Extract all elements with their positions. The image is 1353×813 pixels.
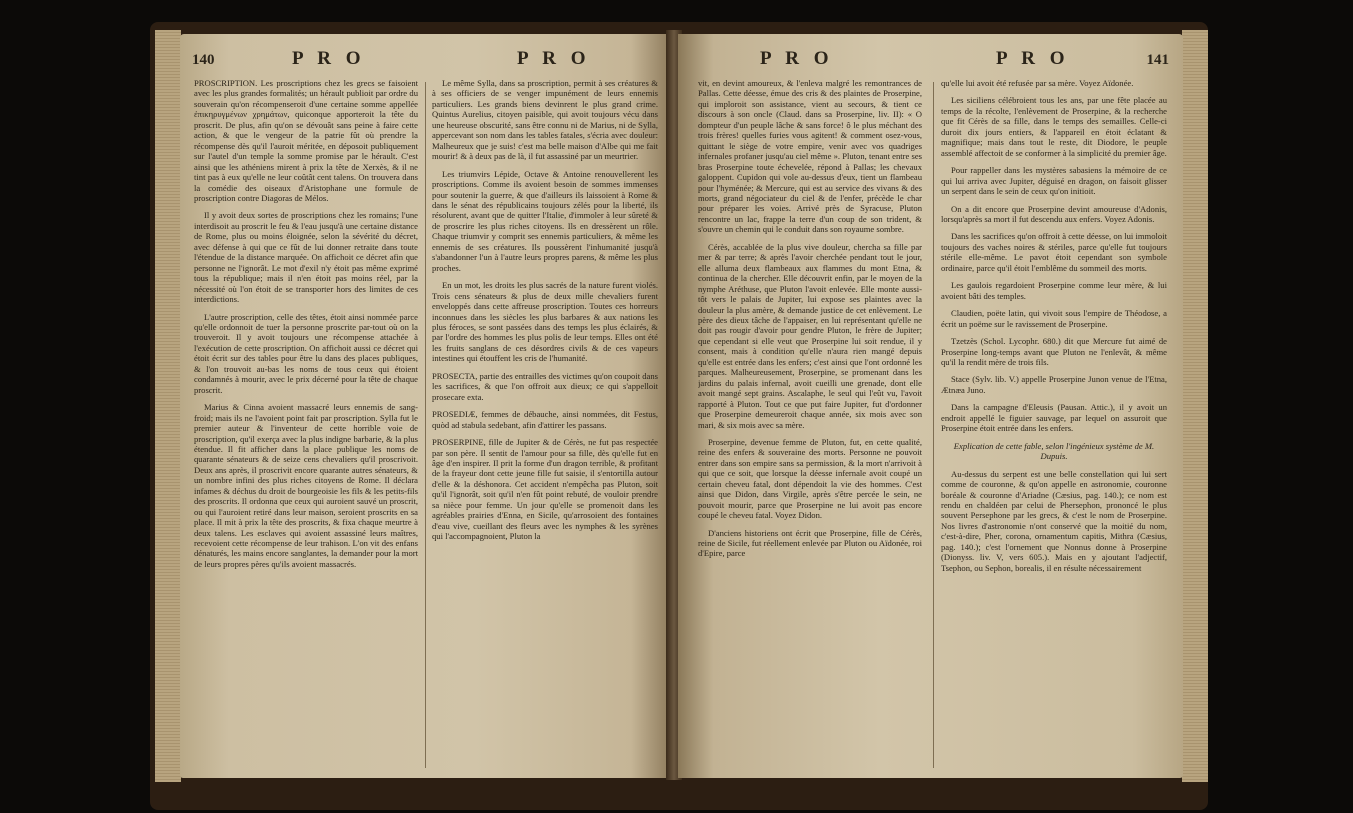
running-head: P R O (517, 48, 591, 69)
paragraph: Dans les sacrifices qu'on offroit à cette déesse, on lui immoloit toujours des vaches noires & stériles, parce qu'elle fut toujours stérile elle-même. Le pavot étoit cependant son symbole ordinaire, parce qu'il étoit l'emblême du sommeil des morts. (941, 231, 1167, 273)
left-column-1 (194, 78, 418, 770)
column-rule (933, 82, 934, 768)
right-column-1 (698, 78, 922, 770)
entry-prosediae: PROSEDIÆ, femmes de débauche, ainsi nommées, dit Festus, quòd ad stabula sedebant, afin d'attirer les passans. (432, 409, 658, 430)
section-heading: Explication de cette fable, selon l'ingénieux système de M. Dupuis. (953, 440, 1155, 462)
right-page-header (678, 48, 1183, 74)
paragraph: vit, en devint amoureux, & l'enleva malgré les remontrances de Pallas. Cette déesse, émue des cris & des plaintes de Proserpine, qui imploroit son assistance, vient au secours, & tient ce discours à son oncle (Claud. dans sa Proserpine, liv. II): « O dompteur d'un peuple lâche & sans force! ô le plus méchant des trois frères! quelles furies vous agitent! & comment osez-vous, quittant le siège de votre empire, venir avec vos quadriges infernales profaner jusqu'au ciel même ». Pluton, tenant entre ses bras Proserpine toute échevelée, répond à Pallas; les chevaux galoppent. Cupidon qui vole au-dessus d'eux, tient un flambeau pour l'hyménée; & Mercure, qui est au service des vivans & des morts, grand négociateur du ciel & de l'enfer, précède le char pour préparer les voies. Arrivé près de Syracuse, Pluton rencontre un lac, frappe la terre d'un coup de son trident, & s'ouvre un chemin qui le conduit dans son royaume sombre. (698, 78, 922, 235)
paragraph: qu'elle lui avoit été refusée par sa mère. Voyez Aïdonée. (941, 78, 1134, 88)
left-column-2 (432, 78, 658, 770)
paragraph: Marius & Cinna avoient massacré leurs ennemis de sang-froid; mais ils ne l'avoient point fait par proscription. Sylla fut le premier auteur & l'inventeur de cette horrible voie de proscription, qu'il exerça avec la plus indigne barbarie, & la plus étendue. Il fit afficher dans la place publique les noms de quarante sénateurs & de seize cens chevaliers qu'il proscrivoit. Deux ans après, il proscrivit encore quarante autres sénateurs, & un nombre infini des plus riches citoyens de Rome. Il déclara infames & déchus du droit de bourgeoisie les fils & les petits-fils des proscrits. Il ordonna que ceux qui auroient sauvé un proscrit, ou qui l'auroient retiré dans leur maison, seroient proscrits en sa place. Il mit à prix la tête des proscrits, & fixa chaque meurtre à deux talens. Les esclaves qui avoient assassiné leurs maîtres, recevoient cette récompense de leur trahison. L'on vit des enfans dénaturés, les mains encore sanglantes, la demander pour la mort de leurs propres pères qu'ils avoient massacrés. (194, 402, 418, 569)
paragraph: Au-dessus du serpent est une belle constellation qui lui sert comme de couronne, & qu'on appelle en astronomie, couronne boréale & couronne d'Ariadne (Cæsius, pag. 140.); ce nom est rendu en chaldéen par celui de Phersephon, prononcé le plus souvent Persephone par les grecs, & c'est le nom de Proserpine. Nos livres d'astronomie n'ont conservé que la moitié du nom, c'est-à-dire, Pher, corona, ornamentum capitis, Mithra (Cæsius, pag. 140.); c'est l'ornement que Nonnus donne à Proserpine (Dionyss. liv. V, vers 605.). Mais en y ajoutant l'adjectif, Tsephon, ou Sephon, borealis, il en résulte nécessairement (941, 468, 1167, 573)
entry-prosecta: PROSECTA, partie des entrailles des victimes qu'on coupoit dans les sacrifices, & que l'on offroit aux dieux; ce qui s'appelloit prosecare exta. (432, 370, 658, 402)
entry-proscription: PROSCRIPTION. Les proscriptions chez les grecs se faisoient avec les plus grandes formalités; un hérault publioit par ordre du souverain qu'on récompenseroit d'une certaine somme appellée ἐπικηρυγμένων χρημάτων, quiconque apporteroit la tête du proscrit. De plus, afin qu'on se dévouât sans peine à faire cette action, & que le vengeur de la patrie fût où prendre la récompense dès qu'il l'auroit méritée, en déposoit publiquement sur l'autel d'un temple la somme promise par le hérault. C'est ainsi que les athéniens mirent à prix la tête de Xerxès, & il ne tint pas à eux qu'elle ne leur coûtât cent talens. On trouvera dans la comédie des oiseaux d'Aristophane une formule de proscription contre Diagoras de Mélos. (194, 78, 418, 203)
column-rule (425, 82, 426, 768)
paragraph: Stace (Sylv. lib. V.) appelle Proserpine Junon venue de l'Etna, Ætnæa Juno. (941, 374, 1167, 395)
page-number: 141 (1146, 52, 1169, 68)
right-page (678, 34, 1183, 778)
paragraph: Claudien, poëte latin, qui vivoit sous l'empire de Théodose, a écrit un poëme sur le ravissement de Proserpine. (941, 308, 1167, 329)
paragraph: Le même Sylla, dans sa proscription, permit à ses créatures & à ses officiers de se venger impunément de leurs ennemis particuliers. Les grands biens devinrent le plus grand crime. Quintus Aurelius, citoyen paisible, qui avoit toujours vécu dans une heureuse obscurité, sans être connu ni de Marius, ni de Sylla, appercevant son nom dans les tables fatales, s'écria avec douleur: Malheureux que je suis! c'est ma belle maison d'Albe qui me fait mourir! & à deux pas de là, il fut assassiné par un meurtrier. (432, 78, 658, 162)
paragraph: En un mot, les droits les plus sacrés de la nature furent violés. Trois cens sénateurs & plus de deux mille chevaliers furent enveloppés dans cette affreuse proscription. Toutes ces horreurs inconnues dans les siècles les plus barbares & aux nations les plus féroces, se sont passées dans des temps les plus éclairés, & par l'ordre des hommes les plus polis de leur temps. Elles ont été les fruits sanglans de ces désordres civils & de ces vapeurs intestines qui étouffent les cris de l'humanité. (432, 280, 658, 364)
page-edges-left (155, 30, 181, 782)
left-page-header (180, 48, 670, 74)
paragraph: Les siciliens célébroient tous les ans, par une fête placée au temps de la récolte, l'enlèvement de Proserpine, & la recherche que fit Cérès de sa fille, dans le temps des semailles. Celle-ci duroit dix jours entiers, & l'appareil en étoit éclatant & magnifique; mais dans tout le reste, dit Diodore, le peuple assemblé affectoit de se conformer à la simplicité du premier âge. (941, 95, 1167, 158)
paragraph: Tzetzès (Schol. Lycophr. 680.) dit que Mercure fut aimé de Proserpine long-temps avant que Pluton ne l'enlevât, & même qu'il la rendit mère de trois fils. (941, 336, 1167, 367)
paragraph: Les triumvirs Lépide, Octave & Antoine renouvellerent les proscriptions. Comme ils avoient besoin de sommes immenses pour soutenir la guerre, & que d'ailleurs ils laissoient à Rome & dans le sénat des républicains toujours zélés pour la liberté, ils résolurent, avant que de quitter l'Italie, d'immoler à leur sûreté & de proscrire les plus riches citoyens. Ils en dressèrent un rôle. Chaque triumvir y comprit ses ennemis particuliers, & même les ennemis de ses créatures. Ils poussèrent l'inhumanité jusqu'à s'abandonner l'un à l'autre leurs propres parens, & même les plus proches. (432, 168, 658, 273)
paragraph: Dans la campagne d'Eleusis (Pausan. Attic.), il y avoit un endroit appellé le figuier sauvage, par lequel on assuroit que Proserpine étoit entrée dans les enfers. (941, 402, 1167, 434)
left-page (180, 34, 670, 778)
paragraph: Pour rappeller dans les mystères sabasiens la mémoire de ce qui lui arriva avec Jupiter, déguisé en dragon, on faisoit glisser un serpent dans le sein de ceux qu'on initioit. (941, 165, 1167, 197)
entry-proserpine: PROSERPINE, fille de Jupiter & de Cérès, ne fut pas respectée par son père. Il sentit de l'amour pour sa fille, dès qu'elle fut en âge d'en inspirer. Il prit la forme d'un dragon terrible, & profitant de la frayeur dont cette jeune fille fut saisie, il s'entortilla autour d'elle & la déshonora. Cet accident n'empêcha pas Pluton, soit qu'il l'ignorât, soit qu'il n'en fût point rebuté, de vouloir prendre sa nièce pour femme. Un jour qu'elle se promenoit dans les agréables prairies d'Enna, en Sicile, qu'arrosoient des fontaines d'eau vive, cueillant des fleurs avec les nymphes & les syrènes qui l'accompagnoient, Pluton la (432, 437, 658, 542)
right-column-2 (941, 78, 1167, 770)
running-head: P R O (760, 48, 834, 69)
paragraph: L'autre proscription, celle des têtes, étoit ainsi nommée parce qu'elle ordonnoit de tuer la personne proscrite par-tout où on la trouveroit. Il y avoit toujours une récompense attachée à l'exécution de cette proscription. On affichoit aussi ce décret qui étoit écrit sur des tables pour être lu dans des places publiques, & l'on trouvoit au-bas les noms de tous ceux qui étoient condamnés à mourir, avec le prix décerné pour la tête de chaque proscrit. (194, 311, 418, 395)
paragraph: Proserpine, devenue femme de Pluton, fut, en cette qualité, reine des enfers & souveraine des morts. Personne ne pouvoit entrer dans son empire sans sa permission, & la mort n'arrivoit à qui que ce soit, que lorsque la déesse infernale avoit coupé un certain cheveu fatal, dont dépendoit la vie des hommes. C'est ainsi que Didon, dans Virgile, après s'être percée le sein, ne pouvoit mourir, parce que Proserpine ne lui avoit pas encore coupé le cheveu fatal. Voyez Didon. (698, 436, 922, 521)
paragraph: Il y avoit deux sortes de proscriptions chez les romains; l'une interdisoit au proscrit le feu & l'eau jusqu'à une certaine distance de Rome, plus ou moins éloignée, selon la sévérité du décret, avec défense à qui que ce fût de lui donner retraite dans toute l'étendue de la distance marquée. On affichoit ce décret afin que personne ne l'ignorât. Le mot d'exil n'y étoit pas même exprimé tous la république; mais il n'en étoit pas moins réel, par la nécessité où l'on étoit de se transporter hors des limites de ces interdictions. (194, 210, 418, 305)
paragraph: D'anciens historiens ont écrit que Proserpine, fille de Cérès, reine de Sicile, fut réellement enlevée par Pluton ou Aïdonée, roi d'Epire, parce (698, 527, 922, 559)
running-head: P R O (996, 48, 1070, 69)
paragraph: Les gaulois regardoient Proserpine comme leur mère, & lui avoient bâti des temples. (941, 280, 1167, 301)
running-head: P R O (292, 48, 366, 69)
paragraph: On a dit encore que Proserpine devint amoureuse d'Adonis, lorsqu'après sa mort il fut descendu aux enfers. Voyez Adonis. (941, 203, 1167, 224)
page-number: 140 (192, 52, 215, 68)
paragraph: Cérès, accablée de la plus vive douleur, chercha sa fille par mer & par terre; & après l'avoir cherchée pendant tout le jour, elle alluma deux flambeaux aux flammes du mont Etna, & continua de la chercher. Elle découvrit enfin, par le moyen de la nymphe Aréthuse, que Pluton l'avoit enlevée. Elle monte aussi-tôt vers le palais de Jupiter, lui expose ses plaintes avec la douleur la plus amère, & demande justice de cet enlèvement. Le père des dieux tâche de l'appaiser, en lui représentant qu'elle ne doit pas rougir d'avoir pour gendre Pluton, le frère de Jupiter; que cependant si elle veut que Proserpine lui soit rendue, il y consent, mais à condition qu'elle n'aura rien mangé depuis qu'elle est entrée dans les enfers; c'est ainsi que l'ont ordonné les parques. Malheureusement, Proserpine, se promenant dans les jardins du palais infernal, avoit cueilli une grenade, dont elle avoit mangé sept grains. Ascalaphe, le seul qui l'eût vu, l'avoit rapporté à Pluton. Tout ce que put faire Jupiter, fut d'ordonner que Proserpine demeureroit chaque année, six mois avec son mari, & six mois avec sa mère. (698, 241, 922, 430)
page-edges-right (1182, 30, 1208, 782)
